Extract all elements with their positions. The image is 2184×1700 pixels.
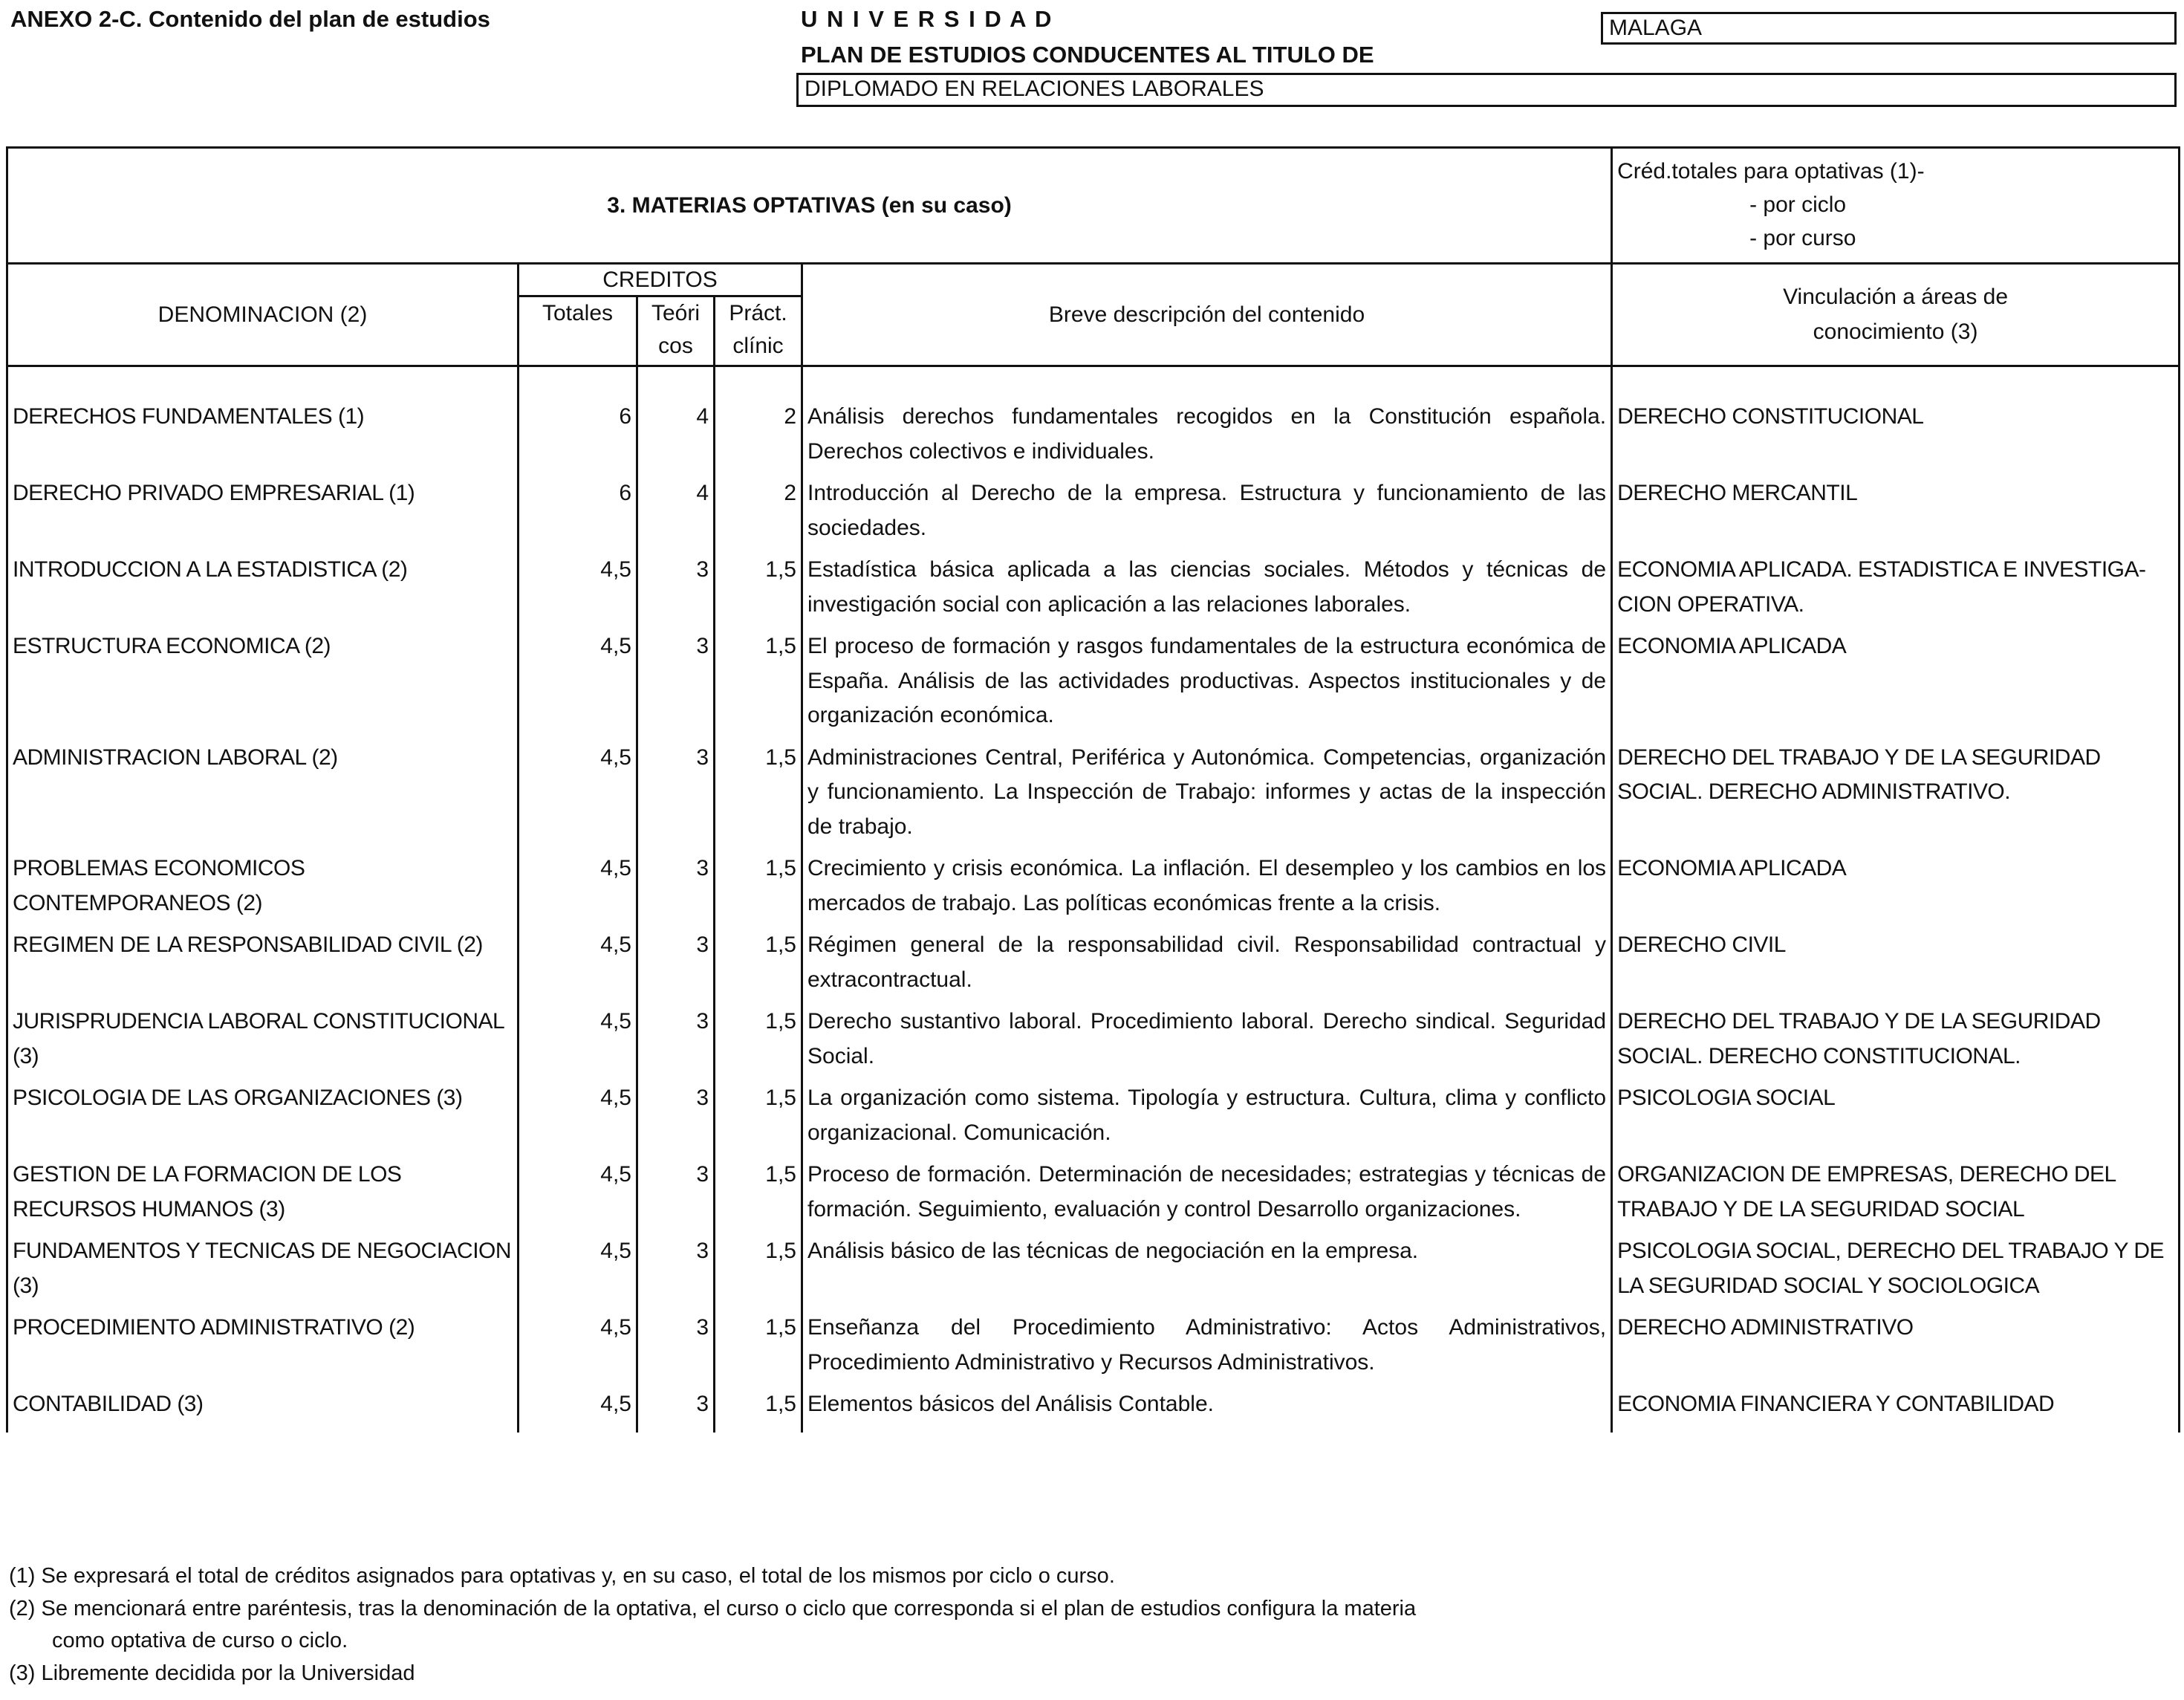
col-header-teoricos [637,296,715,366]
knowledge-area: DERECHO CIVIL [1612,925,2180,1002]
section-title: 3. MATERIAS OPTATIVAS (en su caso) [7,148,1612,264]
subject-description: Administraciones Central, Periférica y Autonómica. Competencias, organización y funcionamiento. La Inspección de Trabajo: informes y actas de la inspección de trabajo. [802,738,1612,849]
credits-teoricos: 3 [637,1231,715,1308]
col-header-denominacion: DENOMINACION (2) [7,264,519,366]
credits-practicos: 1,5 [715,1384,802,1427]
knowledge-area: DERECHO DEL TRABAJO Y DE LA SEGURIDAD SOCIAL. DERECHO CONSTITUCIONAL. [1612,1002,2180,1078]
credits-practicos: 1,5 [715,1308,802,1384]
credits-totales: 4,5 [519,1308,637,1384]
title-row [7,148,2180,264]
teoricos-line-2: cos [658,333,693,358]
credits-totales: 6 [519,473,637,550]
subject-description: Régimen general de la responsabilidad civil. Responsabilidad contractual y extracontractual. [802,925,1612,1002]
knowledge-area: ECONOMIA APLICADA [1612,849,2180,925]
subject-name: PSICOLOGIA DE LAS ORGANIZACIONES (3) [7,1078,519,1155]
credits-practicos: 1,5 [715,1155,802,1231]
optional-subjects-table [6,146,2180,1433]
credits-practicos: 1,5 [715,1078,802,1155]
subject-description: Enseñanza del Procedimiento Administrativo: Actos Administrativos, Procedimiento Administrativo y Recursos Administrativos. [802,1308,1612,1384]
subject-description: Crecimiento y crisis económica. La inflación. El desempleo y los cambios en los mercados de trabajo. Las políticas económicas frente a la crisis. [802,849,1612,925]
knowledge-area: DERECHO CONSTITUCIONAL [1612,397,2180,473]
subject-name: ESTRUCTURA ECONOMICA (2) [7,626,519,738]
subject-description: Estadística básica aplicada a las ciencias sociales. Métodos y técnicas de investigación social con aplicación a las relaciones laborales. [802,550,1612,626]
credits-teoricos: 3 [637,1002,715,1078]
table-row [7,1384,2180,1427]
university-label: U N I V E R S I D A D [801,6,1053,32]
table-row [7,473,2180,550]
subject-name: JURISPRUDENCIA LABORAL CONSTITUCIONAL (3) [7,1002,519,1078]
col-header-vinculacion [1612,264,2180,366]
credits-totales: 4,5 [519,925,637,1002]
teoricos-line-1: Teóri [651,301,701,325]
knowledge-area: ORGANIZACION DE EMPRESAS, DERECHO DEL TRABAJO Y DE LA SEGURIDAD SOCIAL [1612,1155,2180,1231]
credits-totales: 4,5 [519,1384,637,1427]
credits-totales: 4,5 [519,738,637,849]
footnotes [9,1560,1416,1690]
subject-name: GESTION DE LA FORMACION DE LOS RECURSOS HUMANOS (3) [7,1155,519,1231]
annex-title: ANEXO 2-C. Contenido del plan de estudios [10,6,490,32]
subject-description: La organización como sistema. Tipología y estructura. Cultura, clima y conflicto organizacional. Comunicación. [802,1078,1612,1155]
subject-description: Análisis derechos fundamentales recogidos en la Constitución española. Derechos colectivos e individuales. [802,397,1612,473]
subject-name: ADMINISTRACION LABORAL (2) [7,738,519,849]
plan-value: DIPLOMADO EN RELACIONES LABORALES [796,73,2177,107]
credits-practicos: 1,5 [715,1002,802,1078]
vinculacion-line-2: conocimiento (3) [1813,319,1978,344]
practicos-line-1: Práct. [729,301,787,325]
credits-teoricos: 4 [637,397,715,473]
knowledge-area: PSICOLOGIA SOCIAL, DERECHO DEL TRABAJO Y DE LA SEGURIDAD SOCIAL Y SOCIOLOGICA [1612,1231,2180,1308]
credits-practicos: 2 [715,473,802,550]
credits-practicos: 2 [715,397,802,473]
credits-totales: 4,5 [519,1002,637,1078]
credits-totales: 6 [519,397,637,473]
credits-teoricos: 3 [637,849,715,925]
subject-name: DERECHOS FUNDAMENTALES (1) [7,397,519,473]
subject-name: PROBLEMAS ECONOMICOS CONTEMPORANEOS (2) [7,849,519,925]
table-row [7,1078,2180,1155]
subject-name: REGIMEN DE LA RESPONSABILIDAD CIVIL (2) [7,925,519,1002]
credits-practicos: 1,5 [715,925,802,1002]
credits-totales: 4,5 [519,1078,637,1155]
credits-total-label: Créd.totales para optativas (1)- [1617,159,1925,184]
table-row [7,550,2180,626]
table-row [7,738,2180,849]
table-row [7,1002,2180,1078]
knowledge-area: PSICOLOGIA SOCIAL [1612,1078,2180,1155]
credits-teoricos: 3 [637,626,715,738]
table-row [7,925,2180,1002]
credits-teoricos: 3 [637,1078,715,1155]
knowledge-area: DERECHO ADMINISTRATIVO [1612,1308,2180,1384]
credits-totales: 4,5 [519,550,637,626]
credits-teoricos: 3 [637,738,715,849]
subject-name: INTRODUCCION A LA ESTADISTICA (2) [7,550,519,626]
col-header-descripcion: Breve descripción del contenido [802,264,1612,366]
credits-totales: 4,5 [519,1231,637,1308]
knowledge-area: DERECHO DEL TRABAJO Y DE LA SEGURIDAD SOCIAL. DERECHO ADMINISTRATIVO. [1612,738,2180,849]
table-row [7,1231,2180,1308]
table-row [7,626,2180,738]
col-header-creditos: CREDITOS [519,264,802,296]
credits-teoricos: 3 [637,550,715,626]
credits-teoricos: 3 [637,1308,715,1384]
credits-per-cycle: - por ciclo [1749,192,1847,217]
credits-teoricos: 4 [637,473,715,550]
subject-description: Análisis básico de las técnicas de negociación en la empresa. [802,1231,1612,1308]
footnote-1: (1) Se expresará el total de créditos asignados para optativas y, en su caso, el total de los mismos por ciclo o curso. [9,1564,1115,1588]
subject-description: Introducción al Derecho de la empresa. Estructura y funcionamiento de las sociedades. [802,473,1612,550]
col-header-practicos [715,296,802,366]
end-spacer-row [7,1427,2180,1433]
subject-rows [7,397,2180,1433]
header-row-1 [7,264,2180,296]
credits-teoricos: 3 [637,1155,715,1231]
subject-name: DERECHO PRIVADO EMPRESARIAL (1) [7,473,519,550]
plan-label: PLAN DE ESTUDIOS CONDUCENTES AL TITULO DE [801,42,1374,68]
table-row [7,397,2180,473]
subject-name: CONTABILIDAD (3) [7,1384,519,1427]
footnote-2-line-2: como optativa de curso o ciclo. [52,1629,348,1652]
credits-totales: 4,5 [519,849,637,925]
knowledge-area: DERECHO MERCANTIL [1612,473,2180,550]
footnote-2-line-1: (2) Se mencionará entre paréntesis, tras la denominación de la optativa, el curso o ciclo que corresponda si el plan de estudios configura la materia [9,1596,1417,1620]
credits-teoricos: 3 [637,925,715,1002]
practicos-line-2: clínic [732,333,784,358]
credits-practicos: 1,5 [715,849,802,925]
vinculacion-line-1: Vinculación a áreas de [1783,285,2009,309]
subject-name: FUNDAMENTOS Y TECNICAS DE NEGOCIACION (3) [7,1231,519,1308]
table-row [7,1308,2180,1384]
subject-description: Proceso de formación. Determinación de necesidades; estrategias y técnicas de formación. Seguimiento, evaluación y control Desarrollo organizaciones. [802,1155,1612,1231]
knowledge-area: ECONOMIA APLICADA. ESTADISTICA E INVESTIGA-CION OPERATIVA. [1612,550,2180,626]
spacer-row [7,366,2180,398]
credits-practicos: 1,5 [715,1231,802,1308]
credits-summary [1612,148,2180,264]
subject-name: PROCEDIMIENTO ADMINISTRATIVO (2) [7,1308,519,1384]
subject-description: Elementos básicos del Análisis Contable. [802,1384,1612,1427]
subject-description: Derecho sustantivo laboral. Procedimiento laboral. Derecho sindical. Seguridad Social. [802,1002,1612,1078]
knowledge-area: ECONOMIA APLICADA [1612,626,2180,738]
credits-teoricos: 3 [637,1384,715,1427]
credits-practicos: 1,5 [715,626,802,738]
table-row [7,849,2180,925]
knowledge-area: ECONOMIA FINANCIERA Y CONTABILIDAD [1612,1384,2180,1427]
credits-practicos: 1,5 [715,550,802,626]
subject-description: El proceso de formación y rasgos fundamentales de la estructura económica de España. Análisis de las actividades productivas. Aspectos institucionales y de organización económica. [802,626,1612,738]
footnote-3: (3) Libremente decidida por la Universidad [9,1661,415,1685]
credits-totales: 4,5 [519,1155,637,1231]
credits-practicos: 1,5 [715,738,802,849]
credits-per-course: - por curso [1749,226,1856,250]
table-row [7,1155,2180,1231]
col-header-totales: Totales [519,296,637,366]
credits-totales: 4,5 [519,626,637,738]
university-value: MALAGA [1601,12,2177,45]
